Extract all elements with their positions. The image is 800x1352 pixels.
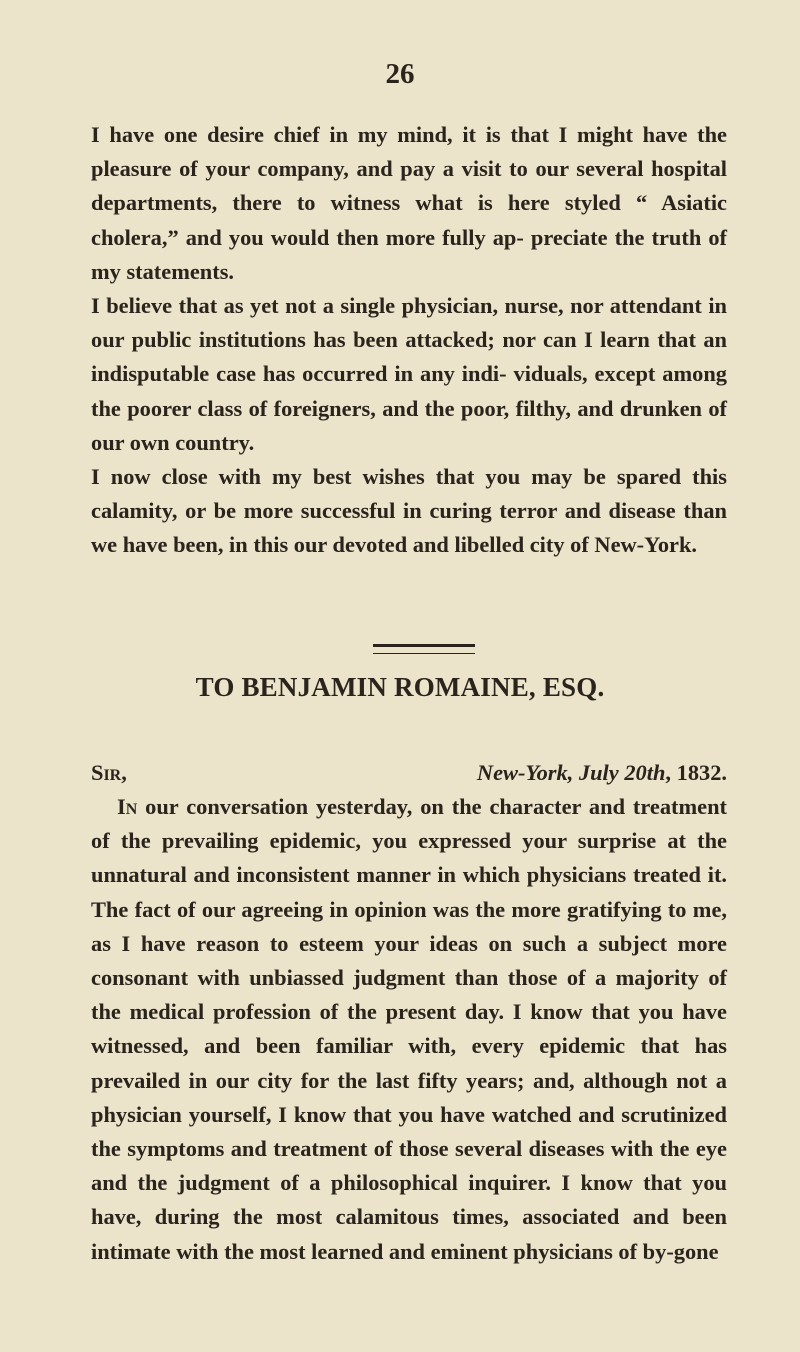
paragraph: I have one desire chief in my mind, it is that I might have the pleasure of your company, and pay a visit to our several hospital departments, there to witness what is here styled “ Asiatic cholera,” and you would then more fully ap- preciate the truth of my statements.: [91, 122, 727, 284]
paragraph: [91, 790, 727, 1269]
letter-body-text: our conversation yesterday, on the character and treatment of the prevailing epidemic, you expressed your surprise at the unnatural and inconsistent manner in which physicians treated it. The fact of our agreeing in opinion was the more gratifying to me, as I have reason to esteem your ideas on such a subject more consonant with unbiassed judgment than those of a majority of the medical profession of the present day. I know that you have witnessed, and been familiar with, every epidemic that has prevailed in our city for the last fifty years; and, although not a physician yourself, I know that you have watched and scrutinized the symptoms and treatment of those several diseases with the eye and the judgment of a philosophical inquirer. I know that you have, during the most calamitous times, associated and been intimate with the most learned and eminent physicians of by-gone: [91, 794, 727, 1264]
letter-date: [477, 756, 727, 790]
top-text-block: [91, 118, 727, 563]
letter-heading: TO BENJAMIN ROMAINE, ESQ.: [195, 672, 605, 702]
letter-body: [91, 790, 727, 1269]
date-year: , 1832.: [665, 760, 727, 785]
opening-word: In: [117, 794, 138, 819]
paragraph: I now close with my best wishes that you may be spared this calamity, or be more successful in curing terror and disease than we have been, in this our devoted and libelled city of New-York.: [91, 464, 727, 558]
salutation: Sir,: [91, 760, 127, 785]
section-divider: [373, 644, 475, 654]
paragraph: I believe that as yet not a single physician, nurse, nor attendant in our public institutions has been attacked; nor can I learn that an indisputable case has occurred in any indi- viduals, except among the poorer class of foreigners, and the poor, filthy, and drunken of our own country.: [91, 293, 727, 455]
date-place: New-York, July: [476, 760, 619, 785]
page-number: 26: [385, 58, 415, 90]
date-day: 20th: [624, 760, 666, 785]
